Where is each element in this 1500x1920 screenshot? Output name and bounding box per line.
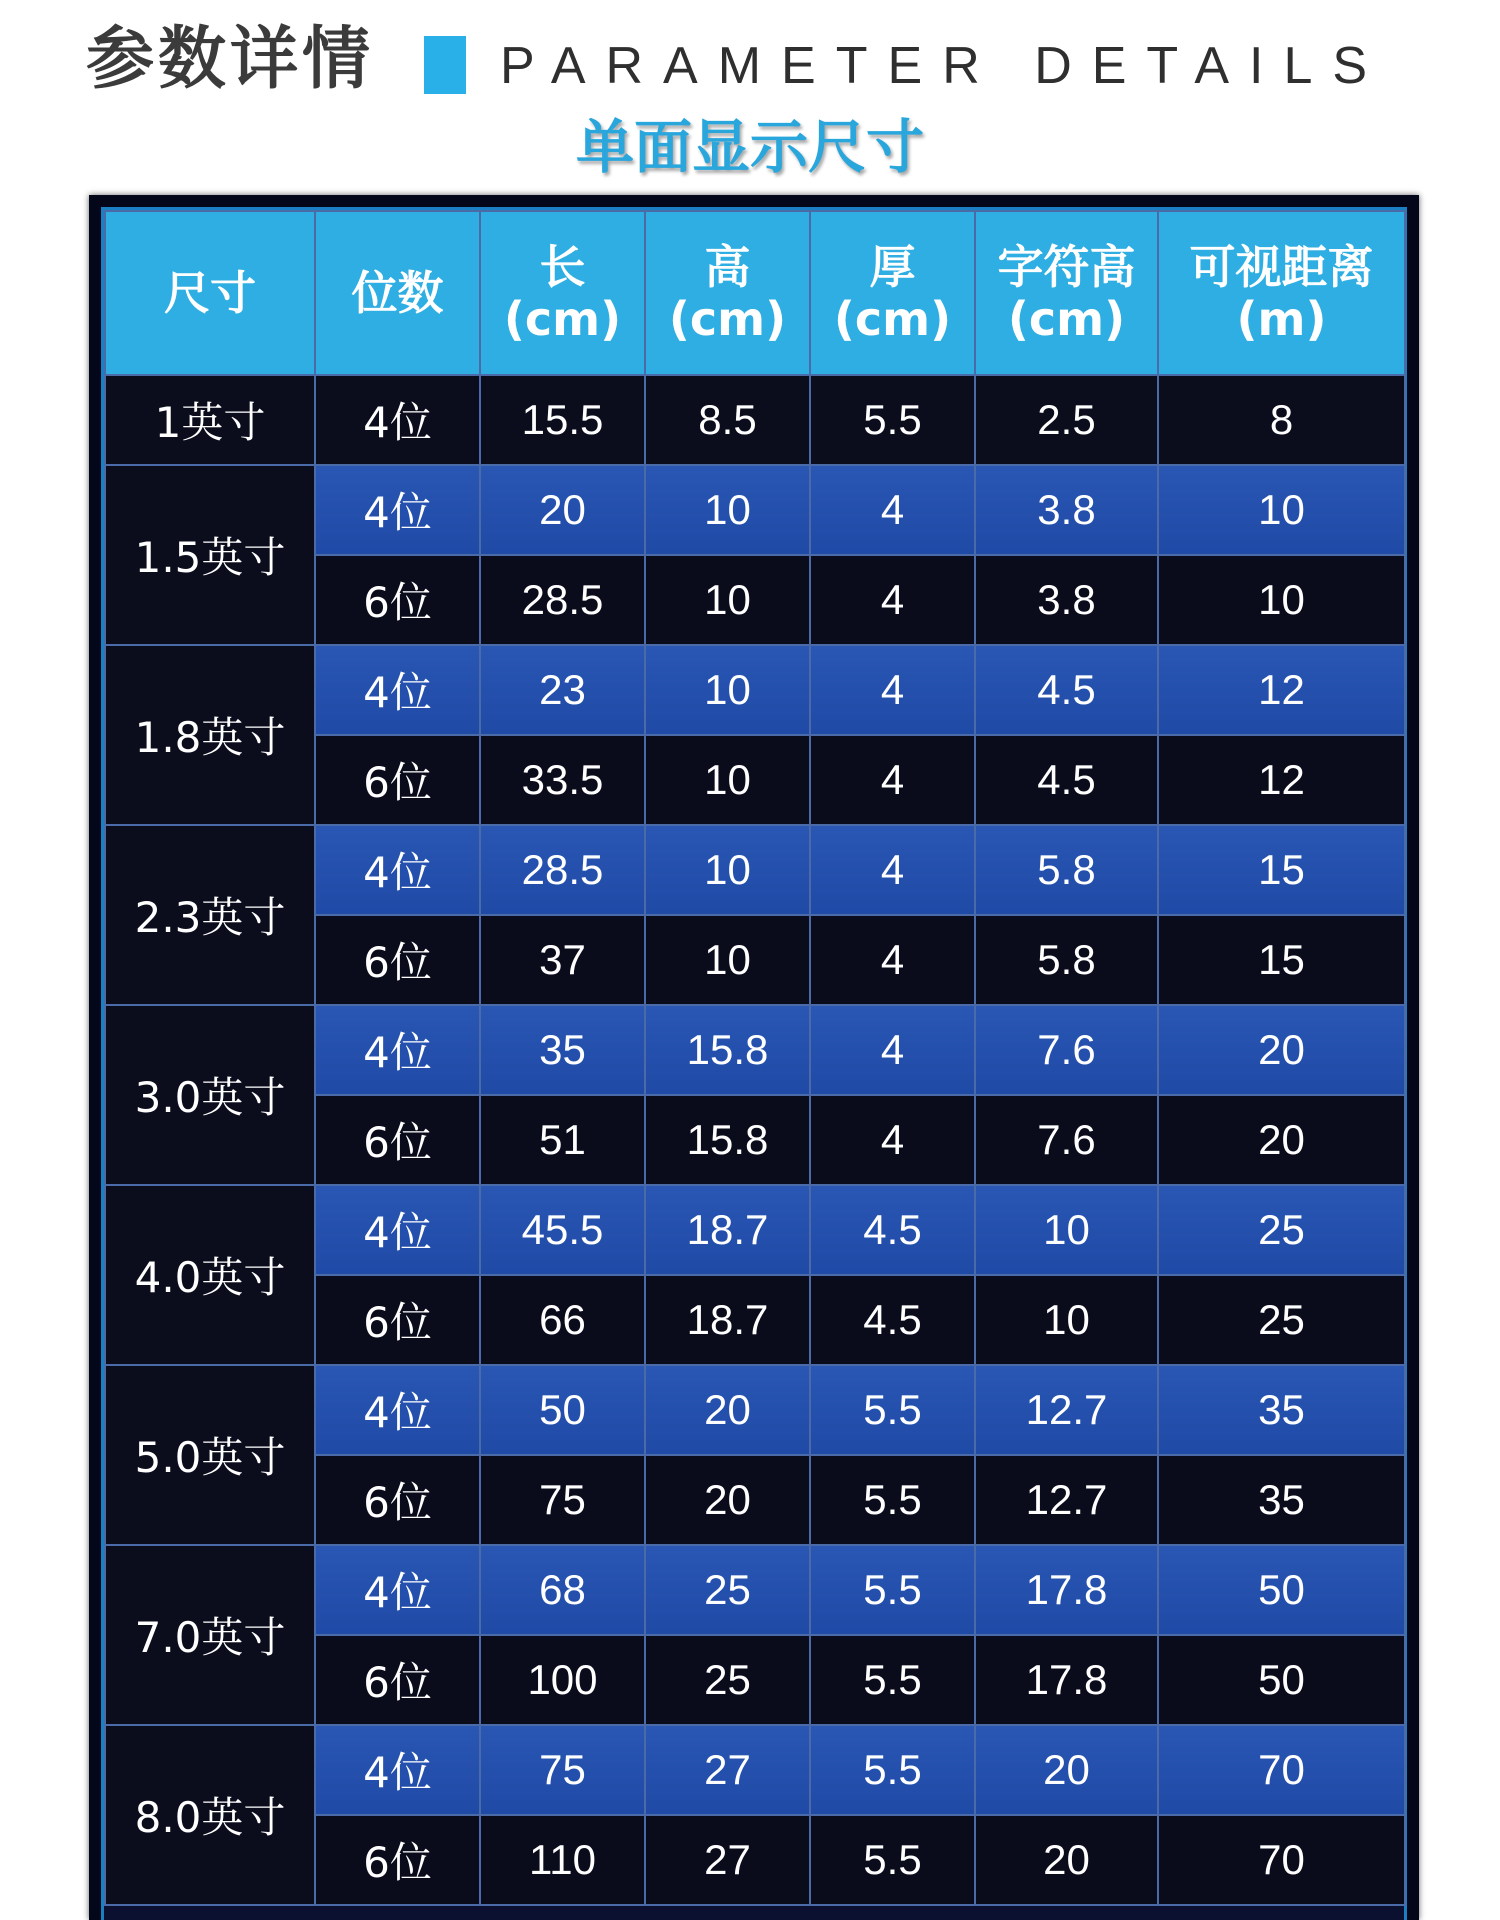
title-accent-bar <box>424 36 466 94</box>
page-header <box>0 0 1500 195</box>
thickness-cell: 5.5 <box>810 1635 975 1725</box>
section-subtitle <box>0 112 1500 182</box>
thickness-cell: 4.5 <box>810 1275 975 1365</box>
header-char-height <box>975 211 1158 375</box>
view-distance-cell: 20 <box>1158 1005 1405 1095</box>
digits-cell: 4位 <box>315 645 480 735</box>
height-cell: 10 <box>645 915 810 1005</box>
view-distance-cell: 15 <box>1158 825 1405 915</box>
height-cell: 20 <box>645 1365 810 1455</box>
length-cell: 75 <box>480 1725 645 1815</box>
header-label: 字符高 <box>997 240 1136 294</box>
header-length <box>480 211 645 375</box>
size-cell: 1.5英寸 <box>105 465 315 645</box>
header-unit: (m) <box>1236 292 1327 346</box>
char-height-cell: 20 <box>975 1815 1158 1905</box>
thickness-cell: 4.5 <box>810 1185 975 1275</box>
digits-cell: 6位 <box>315 1095 480 1185</box>
length-cell: 20 <box>480 465 645 555</box>
char-height-cell: 4.5 <box>975 735 1158 825</box>
table-header-row <box>105 211 1405 375</box>
table-row <box>105 645 1405 735</box>
length-cell: 15.5 <box>480 375 645 465</box>
view-distance-cell: 10 <box>1158 555 1405 645</box>
char-height-cell: 20 <box>975 1725 1158 1815</box>
header-unit: (cm) <box>833 292 952 346</box>
height-cell: 10 <box>645 465 810 555</box>
table-row <box>105 1005 1405 1095</box>
digits-cell: 4位 <box>315 1185 480 1275</box>
header-thickness <box>810 211 975 375</box>
length-cell: 110 <box>480 1815 645 1905</box>
header-label: 高 <box>704 240 751 294</box>
thickness-cell: 5.5 <box>810 1455 975 1545</box>
length-cell: 68 <box>480 1545 645 1635</box>
header-unit: (cm) <box>1007 292 1126 346</box>
header-label: 位数 <box>351 266 444 320</box>
char-height-cell: 2.5 <box>975 375 1158 465</box>
view-distance-cell: 35 <box>1158 1365 1405 1455</box>
size-cell: 4.0英寸 <box>105 1185 315 1365</box>
thickness-cell: 5.5 <box>810 375 975 465</box>
length-cell: 35 <box>480 1005 645 1095</box>
digits-cell: 4位 <box>315 1725 480 1815</box>
view-distance-cell: 50 <box>1158 1545 1405 1635</box>
length-cell: 66 <box>480 1275 645 1365</box>
size-cell: 5.0英寸 <box>105 1365 315 1545</box>
size-cell: 8.0英寸 <box>105 1725 315 1905</box>
thickness-cell: 5.5 <box>810 1365 975 1455</box>
height-cell: 10 <box>645 645 810 735</box>
length-cell: 33.5 <box>480 735 645 825</box>
section-subtitle-text: 单面显示尺寸 <box>575 113 924 181</box>
char-height-cell: 12.7 <box>975 1365 1158 1455</box>
page-title-english: PARAMETER DETAILS <box>500 37 1388 95</box>
view-distance-cell: 20 <box>1158 1095 1405 1185</box>
header-label: 厚 <box>869 240 916 294</box>
char-height-cell: 12.7 <box>975 1455 1158 1545</box>
digits-cell: 6位 <box>315 555 480 645</box>
length-cell: 75 <box>480 1455 645 1545</box>
char-height-cell: 10 <box>975 1275 1158 1365</box>
digits-cell: 4位 <box>315 1365 480 1455</box>
length-cell: 28.5 <box>480 825 645 915</box>
digits-cell: 6位 <box>315 1815 480 1905</box>
height-cell: 8.5 <box>645 375 810 465</box>
digits-cell: 4位 <box>315 465 480 555</box>
view-distance-cell: 70 <box>1158 1815 1405 1905</box>
view-distance-cell: 25 <box>1158 1185 1405 1275</box>
length-cell: 37 <box>480 915 645 1005</box>
digits-cell: 4位 <box>315 1545 480 1635</box>
char-height-cell: 17.8 <box>975 1635 1158 1725</box>
char-height-cell: 3.8 <box>975 465 1158 555</box>
height-cell: 18.7 <box>645 1275 810 1365</box>
table-row <box>105 825 1405 915</box>
spec-table-frame <box>89 195 1419 1920</box>
digits-cell: 6位 <box>315 735 480 825</box>
char-height-cell: 7.6 <box>975 1095 1158 1185</box>
char-height-cell: 7.6 <box>975 1005 1158 1095</box>
size-cell: 7.0英寸 <box>105 1545 315 1725</box>
thickness-cell: 5.5 <box>810 1725 975 1815</box>
char-height-cell: 4.5 <box>975 645 1158 735</box>
char-height-cell: 5.8 <box>975 825 1158 915</box>
header-label: 可视距离 <box>1189 240 1374 294</box>
table-row <box>105 465 1405 555</box>
digits-cell: 4位 <box>315 1005 480 1095</box>
height-cell: 10 <box>645 555 810 645</box>
header-digits <box>315 211 480 375</box>
thickness-cell: 4 <box>810 1005 975 1095</box>
table-row <box>105 1545 1405 1635</box>
view-distance-cell: 35 <box>1158 1455 1405 1545</box>
char-height-cell: 5.8 <box>975 915 1158 1005</box>
size-cell: 3.0英寸 <box>105 1005 315 1185</box>
length-cell: 50 <box>480 1365 645 1455</box>
thickness-cell: 4 <box>810 645 975 735</box>
length-cell: 28.5 <box>480 555 645 645</box>
header-height <box>645 211 810 375</box>
table-row <box>105 375 1405 465</box>
height-cell: 18.7 <box>645 1185 810 1275</box>
table-row <box>105 1725 1405 1815</box>
length-cell: 51 <box>480 1095 645 1185</box>
view-distance-cell: 8 <box>1158 375 1405 465</box>
view-distance-cell: 12 <box>1158 645 1405 735</box>
digits-cell: 6位 <box>315 915 480 1005</box>
header-label: 长 <box>539 240 586 294</box>
thickness-cell: 4 <box>810 465 975 555</box>
thickness-cell: 4 <box>810 825 975 915</box>
view-distance-cell: 15 <box>1158 915 1405 1005</box>
view-distance-cell: 25 <box>1158 1275 1405 1365</box>
header-label: 尺寸 <box>164 266 256 320</box>
digits-cell: 6位 <box>315 1635 480 1725</box>
thickness-cell: 4 <box>810 1095 975 1185</box>
size-cell: 1英寸 <box>105 375 315 465</box>
char-height-cell: 17.8 <box>975 1545 1158 1635</box>
height-cell: 10 <box>645 825 810 915</box>
height-cell: 20 <box>645 1455 810 1545</box>
view-distance-cell: 12 <box>1158 735 1405 825</box>
height-cell: 27 <box>645 1815 810 1905</box>
digits-cell: 6位 <box>315 1455 480 1545</box>
height-cell: 10 <box>645 735 810 825</box>
thickness-cell: 5.5 <box>810 1815 975 1905</box>
char-height-cell: 3.8 <box>975 555 1158 645</box>
thickness-cell: 4 <box>810 555 975 645</box>
thickness-cell: 4 <box>810 735 975 825</box>
height-cell: 15.8 <box>645 1095 810 1185</box>
thickness-cell: 5.5 <box>810 1545 975 1635</box>
view-distance-cell: 10 <box>1158 465 1405 555</box>
length-cell: 45.5 <box>480 1185 645 1275</box>
size-cell: 2.3英寸 <box>105 825 315 1005</box>
header-unit: (cm) <box>668 292 787 346</box>
height-cell: 25 <box>645 1635 810 1725</box>
length-cell: 100 <box>480 1635 645 1725</box>
spec-table-body <box>105 375 1405 1905</box>
digits-cell: 4位 <box>315 375 480 465</box>
length-cell: 23 <box>480 645 645 735</box>
height-cell: 15.8 <box>645 1005 810 1095</box>
view-distance-cell: 70 <box>1158 1725 1405 1815</box>
height-cell: 27 <box>645 1725 810 1815</box>
header-view-distance <box>1158 211 1405 375</box>
spec-table-container <box>101 207 1407 1920</box>
digits-cell: 6位 <box>315 1275 480 1365</box>
char-height-cell: 10 <box>975 1185 1158 1275</box>
header-size <box>105 211 315 375</box>
thickness-cell: 4 <box>810 915 975 1005</box>
header-unit: (cm) <box>503 292 622 346</box>
spec-table <box>104 210 1406 1906</box>
page-title: 参数详情 <box>86 20 375 99</box>
size-cell: 1.8英寸 <box>105 645 315 825</box>
view-distance-cell: 50 <box>1158 1635 1405 1725</box>
digits-cell: 4位 <box>315 825 480 915</box>
height-cell: 25 <box>645 1545 810 1635</box>
table-row <box>105 1365 1405 1455</box>
table-row <box>105 1185 1405 1275</box>
